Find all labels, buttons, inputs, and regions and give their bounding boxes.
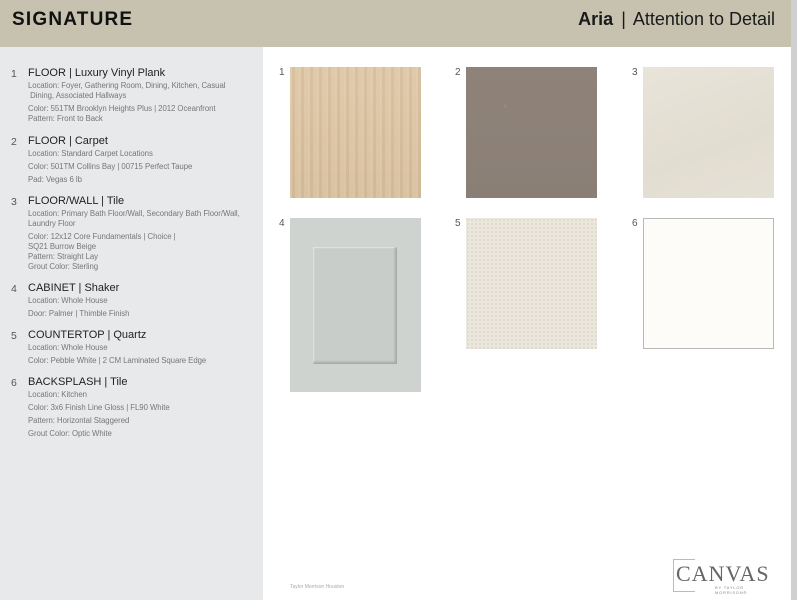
spec-location: Location: Kitchen bbox=[28, 390, 87, 399]
swatch-number: 2 bbox=[455, 67, 461, 78]
backsplash-tile-swatch bbox=[643, 218, 774, 349]
spec-number: 4 bbox=[11, 283, 17, 295]
swatch-grid bbox=[263, 47, 791, 600]
spec-color: Color: 501TM Collins Bay | 00715 Perfect Taupe bbox=[28, 162, 193, 171]
spec-number: 3 bbox=[11, 196, 17, 208]
spec-color-cont: SQ21 Burrow Beige bbox=[28, 242, 97, 251]
spec-number: 6 bbox=[11, 377, 17, 389]
spec-grout-color: Grout Color: Optic White bbox=[28, 429, 112, 438]
logo-wordmark: CANVAS bbox=[676, 561, 770, 586]
swatch-number: 4 bbox=[279, 218, 285, 229]
spec-location: Location: Whole House bbox=[28, 296, 108, 305]
spec-door: Door: Palmer | Thimble Finish bbox=[28, 309, 130, 318]
spec-title: COUNTERTOP | Quartz bbox=[28, 329, 147, 341]
spec-item-floor-carpet bbox=[0, 135, 263, 185]
title-separator: | bbox=[621, 9, 626, 29]
shaker-panel-inset bbox=[313, 247, 397, 364]
spec-title: BACKSPLASH | Tile bbox=[28, 376, 128, 388]
spec-title: FLOOR | Luxury Vinyl Plank bbox=[28, 67, 166, 79]
spec-item-backsplash bbox=[0, 376, 263, 439]
footer-note: Taylor Morrison Houston bbox=[290, 584, 345, 590]
spec-location: Location: Standard Carpet Locations bbox=[28, 149, 153, 158]
brand-title: SIGNATURE bbox=[12, 9, 134, 30]
spec-title: CABINET | Shaker bbox=[28, 282, 120, 294]
luxury-vinyl-plank-swatch bbox=[290, 67, 421, 198]
spec-number: 5 bbox=[11, 330, 17, 342]
spec-title: FLOOR | Carpet bbox=[28, 135, 108, 147]
spec-grout-color: Grout Color: Sterling bbox=[28, 262, 99, 271]
spec-pattern: Pattern: Horizontal Staggered bbox=[28, 416, 130, 425]
spec-location-cont: Laundry Floor bbox=[28, 219, 76, 228]
spec-color: Color: 3x6 Finish Line Gloss | FL90 White bbox=[28, 403, 170, 412]
spec-item-cabinet bbox=[0, 282, 263, 319]
swatch-number: 1 bbox=[279, 67, 285, 78]
spec-item-countertop bbox=[0, 329, 263, 366]
swatch-number: 3 bbox=[632, 67, 638, 78]
spec-location: Location: Primary Bath Floor/Wall, Secondary Bath Floor/Wall, bbox=[28, 209, 240, 218]
swatch-number: 5 bbox=[455, 218, 461, 229]
spec-color: Color: 551TM Brooklyn Heights Plus | 2012 Oceanfront bbox=[28, 104, 216, 113]
spec-list-panel bbox=[0, 47, 263, 600]
spec-location: Location: Foyer, Gathering Room, Dining, Kitchen, Casual bbox=[28, 81, 226, 90]
plan-name: Aria bbox=[578, 9, 614, 29]
spec-pad: Pad: Vegas 6 lb bbox=[28, 175, 82, 184]
plan-title bbox=[578, 9, 775, 30]
vertical-scrollbar[interactable] bbox=[791, 0, 797, 600]
swatch-number: 6 bbox=[632, 218, 638, 229]
package-name: Attention to Detail bbox=[632, 9, 775, 29]
spec-location: Location: Whole House bbox=[28, 343, 108, 352]
tile-swatch bbox=[643, 67, 774, 198]
spec-color: Color: Pebble White | 2 CM Laminated Square Edge bbox=[28, 356, 207, 365]
spec-title: FLOOR/WALL | Tile bbox=[28, 195, 125, 207]
spec-number: 2 bbox=[11, 136, 17, 148]
spec-item-floor-wall-tile bbox=[0, 195, 263, 272]
cabinet-door-swatch bbox=[290, 218, 421, 392]
spec-pattern: Pattern: Straight Lay bbox=[28, 252, 99, 261]
header-band bbox=[0, 0, 791, 47]
spec-number: 1 bbox=[11, 68, 17, 80]
logo-subtitle: BY TAYLOR MORRISON® bbox=[715, 585, 748, 595]
spec-location-cont: Dining, Associated Hallways bbox=[28, 91, 127, 100]
canvas-logo bbox=[673, 559, 776, 593]
spec-item-floor-lvp bbox=[0, 67, 263, 124]
spec-pattern: Pattern: Front to Back bbox=[28, 114, 103, 123]
carpet-swatch bbox=[466, 67, 597, 198]
spec-color: Color: 12x12 Core Fundamentals | Choice | bbox=[28, 232, 176, 241]
quartz-countertop-swatch bbox=[466, 218, 597, 349]
